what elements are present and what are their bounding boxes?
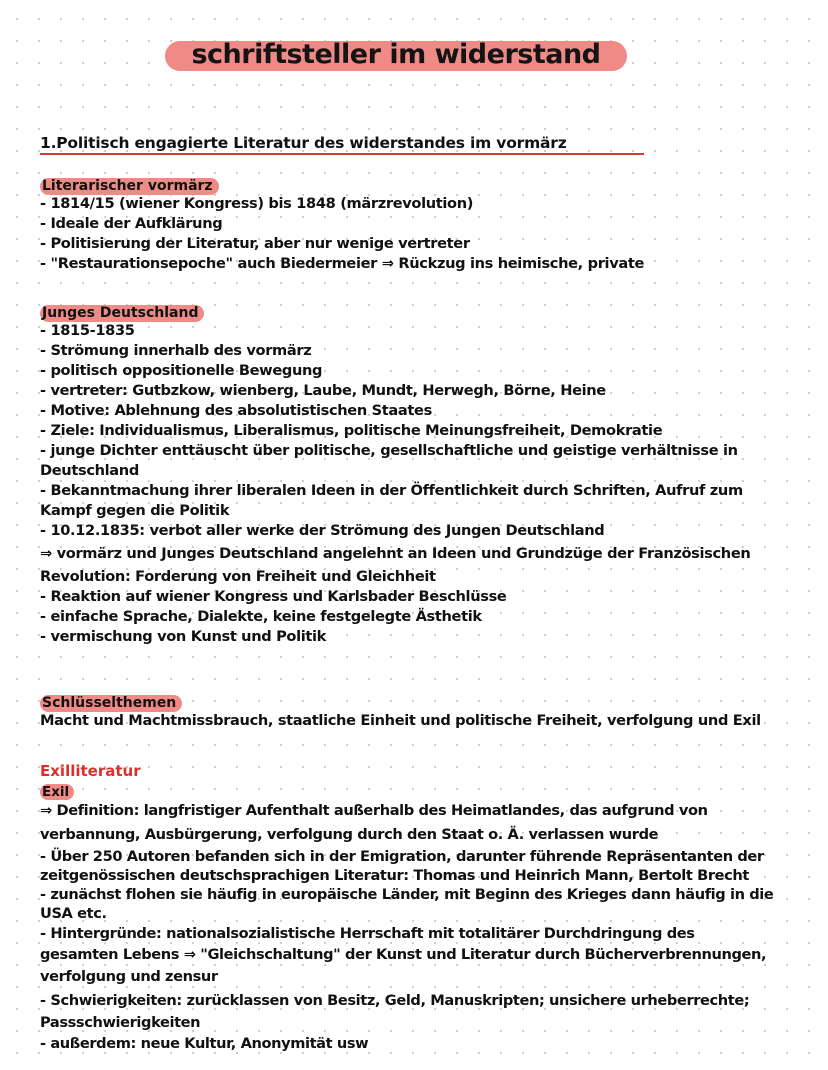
list-item: - zunächst flohen sie häufig in europäische Länder, mit Beginn des Krieges dann häufig in die [40, 886, 774, 903]
list-item: Revolution: Forderung von Freiheit und Gleichheit [40, 568, 436, 585]
list-item: Deutschland [40, 462, 139, 479]
list-item: - vermischung von Kunst und Politik [40, 628, 327, 645]
list-item: - Motive: Ablehnung des absolutistischen Staates [40, 402, 432, 419]
junges-block [40, 302, 820, 647]
exil-label: Exil [40, 784, 74, 800]
junges-lines [40, 321, 820, 647]
list-item: - Strömung innerhalb des vormärz [40, 342, 312, 359]
list-item: - außerdem: neue Kultur, Anonymität usw [40, 1035, 369, 1052]
list-item: Passschwierigkeiten [40, 1014, 201, 1031]
list-item: verbannung, Ausbürgerung, verfolgung durch den Staat o. Ä. verlassen wurde [40, 826, 659, 843]
list-item: verfolgung und zensur [40, 968, 218, 985]
list-item: - junge Dichter enttäuscht über politische, gesellschaftliche und geistige verhältnisse in [40, 442, 738, 459]
list-item: - Hintergründe: nationalsozialistische Herrschaft mit totalitärer Durchdringung des [40, 925, 695, 942]
exilliteratur-heading: Exilliteratur [40, 762, 141, 780]
vormaerz-heading: Literarischer vormärz [40, 178, 219, 195]
list-item: - Politisierung der Literatur, aber nur wenige vertreter [40, 235, 470, 252]
list-item: - politisch oppositionelle Bewegung [40, 362, 323, 379]
list-item: - 1815-1835 [40, 322, 135, 339]
list-item: ⇒ vormärz und Junges Deutschland angelehnt an Ideen und Grundzüge der Französischen [40, 545, 751, 562]
junges-heading: Junges Deutschland [40, 305, 204, 322]
list-item: USA etc. [40, 905, 107, 922]
list-item: - 1814/15 (wiener Kongress) bis 1848 (märzrevolution) [40, 195, 474, 212]
page-title: schriftsteller im widerstand [191, 39, 601, 70]
list-item: gesamten Lebens ⇒ "Gleichschaltung" der Kunst und Literatur durch Bücherverbrennungen, [40, 946, 767, 963]
list-item: Kampf gegen die Politik [40, 502, 230, 519]
section-title: 1.Politisch engagierte Literatur des widerstandes im vormärz [40, 134, 567, 152]
exil-block [40, 762, 820, 1054]
schluessel-text: Macht und Machtmissbrauch, staatliche Einheit und politische Freiheit, verfolgung und Exil [40, 712, 761, 729]
list-item: - 10.12.1835: verbot aller werke der Strömung des Jungen Deutschland [40, 522, 605, 539]
list-item: - Über 250 Autoren befanden sich in der Emigration, darunter führende Repräsentanten der [40, 848, 764, 865]
list-item: - vertreter: Gutbzkow, wienberg, Laube, Mundt, Herwegh, Börne, Heine [40, 382, 606, 399]
vormaerz-block [40, 175, 820, 274]
list-item: - Ideale der Aufklärung [40, 215, 223, 232]
list-item: ⇒ Definition: langfristiger Aufenthalt außerhalb des Heimatlandes, das aufgrund von [40, 802, 708, 819]
vormaerz-lines [40, 194, 820, 274]
list-item: zeitgenössischen deutschsprachigen Literatur: Thomas und Heinrich Mann, Bertolt Brecht [40, 867, 749, 884]
list-item: - einfache Sprache, Dialekte, keine festgelegte Ästhetik [40, 608, 482, 625]
schluessel-block [40, 692, 820, 731]
list-item: - Bekanntmachung ihrer liberalen Ideen in der Öffentlichkeit durch Schriften, Aufruf zum [40, 482, 743, 499]
list-item: - Ziele: Individualismus, Liberalismus, politische Meinungsfreiheit, Demokratie [40, 422, 663, 439]
schluessel-lines [40, 711, 820, 731]
list-item: - Reaktion auf wiener Kongress und Karlsbader Beschlüsse [40, 588, 507, 605]
schluessel-heading: Schlüsselthemen [40, 695, 182, 712]
exil-lines [40, 800, 820, 1054]
list-item: - Schwierigkeiten: zurücklassen von Besitz, Geld, Manuskripten; unsichere urheberrechte; [40, 992, 750, 1009]
list-item: - "Restaurationsepoche" auch Biedermeier ⇒ Rückzug ins heimische, private [40, 255, 645, 272]
title-highlight [165, 41, 627, 71]
section-underline [40, 153, 644, 155]
